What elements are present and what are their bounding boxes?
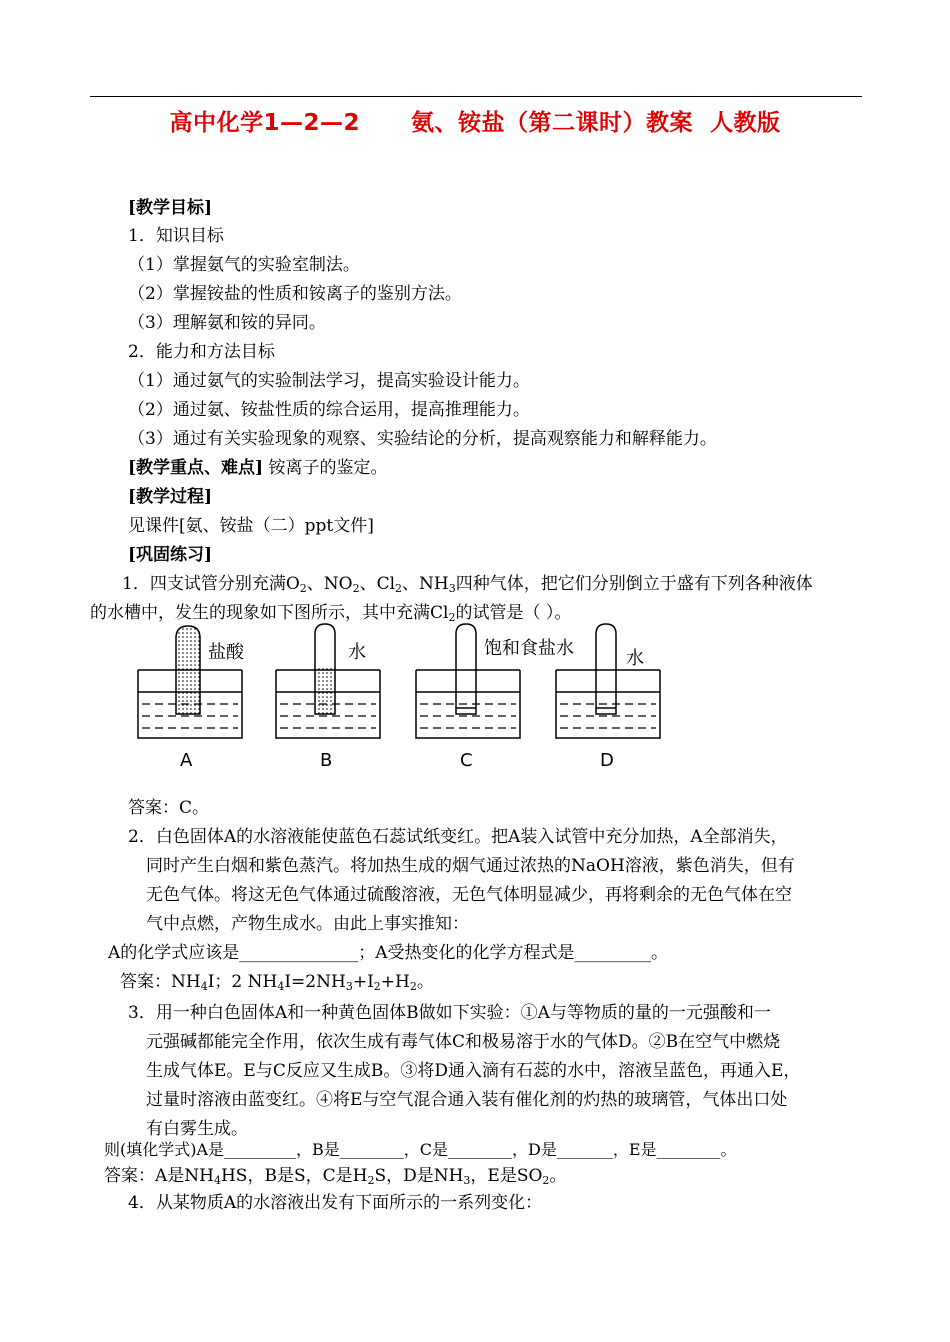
ability-item: （2）通过氨、铵盐性质的综合运用，提高推理能力。 — [128, 400, 530, 420]
q1-answer: 答案：C。 — [128, 798, 210, 818]
q2-line: 同时产生白烟和紫色蒸汽。将加热生成的烟气通过浓热的NaOH溶液，紫色消失，但有 — [146, 856, 795, 876]
q4-text: 4．从某物质A的水溶液出发有下面所示的一系列变化： — [128, 1193, 543, 1213]
q3-line: 过量时溶液由蓝变红。④将E与空气混合通入装有催化剂的灼热的玻璃管，气体出口处 — [146, 1090, 788, 1110]
q3-line: 生成气体E。E与C反应又生成B。③将D通入滴有石蕊的水中，溶液呈蓝色，再通入E， — [146, 1061, 801, 1081]
letter-d: D — [600, 750, 614, 771]
test-tube-figure — [130, 620, 675, 780]
objectives-heading: [教学目标] — [128, 198, 213, 218]
label-c: 饱和食盐水 — [484, 638, 574, 659]
q2-answer: 答案：$NH_4I$；2 $NH_4I=2NH_3+I_2+H_2$。 — [120, 972, 434, 993]
q3-answer: 答案：A是$NH_4HS$，B是S，C是$H_2S$，D是$NH_3$，E是$SO_2$。 — [104, 1166, 567, 1187]
q3-line: 有白雾生成。 — [146, 1119, 248, 1139]
knowledge-heading: 1．知识目标 — [128, 226, 224, 246]
key-points — [128, 456, 388, 480]
process-text: 见课件[氨、铵盐（二）ppt文件] — [128, 516, 374, 536]
ability-item: （1）通过氨气的实验制法学习，提高实验设计能力。 — [128, 371, 530, 391]
q2-fill: A的化学式应该是______________；A受热变化的化学方程式是_________。 — [108, 943, 669, 963]
ability-heading: 2．能力和方法目标 — [128, 342, 275, 362]
letter-b: B — [320, 750, 333, 771]
q3-fill: 则(填化学式)A是_________，B是________，C是________，D是_______，E是________。 — [104, 1140, 737, 1159]
page-title: 高中化学1—2—2 氨、铵盐（第二课时）教案 人教版 — [169, 110, 781, 136]
q2-line: 气中点燃，产物生成水。由此上事实推知： — [146, 914, 469, 934]
q3-line: 元强碱都能完全作用，依次生成有毒气体C和极易溶于水的气体D。②B在空气中燃烧 — [146, 1032, 781, 1052]
label-b: 水 — [348, 642, 366, 663]
knowledge-item: （3）理解氨和铵的异同。 — [128, 313, 326, 333]
process-heading: [教学过程] — [128, 487, 213, 507]
q2-line: 无色气体。将这无色气体通过硫酸溶液，无色气体明显减少，再将剩余的无色气体在空 — [146, 885, 792, 905]
knowledge-item: （2）掌握铵盐的性质和铵离子的鉴别方法。 — [128, 284, 462, 304]
ability-item: （3）通过有关实验现象的观察、实验结论的分析，提高观察能力和解释能力。 — [128, 429, 717, 449]
q2-line: 2．白色固体A的水溶液能使蓝色石蕊试纸变红。把A装入试管中充分加热，A全部消失， — [128, 827, 788, 847]
letter-c: C — [460, 750, 473, 771]
q1-line2: 的水槽中，发生的现象如下图所示，其中充满$Cl_2$的试管是（ ）。 — [90, 603, 572, 624]
label-a: 盐酸 — [208, 642, 244, 663]
q3-line: 3．用一种白色固体A和一种黄色固体B做如下实验：①A与等物质的量的一元强酸和一 — [128, 1003, 771, 1023]
q1-line1: 1．四支试管分别充满$O_2$、$NO_2$、$Cl_2$、$NH_3$四种气体，把它们分别倒立于盛有下列各种液体 — [122, 574, 813, 595]
label-d: 水 — [626, 648, 644, 669]
key-points-text: 铵离子的鉴定。 — [263, 458, 388, 478]
letter-a: A — [180, 750, 193, 771]
knowledge-item: （1）掌握氨气的实验室制法。 — [128, 255, 360, 275]
exercises-heading: [巩固练习] — [128, 545, 213, 565]
header-rule — [90, 96, 862, 97]
key-points-heading: [教学重点、难点] — [128, 458, 264, 478]
